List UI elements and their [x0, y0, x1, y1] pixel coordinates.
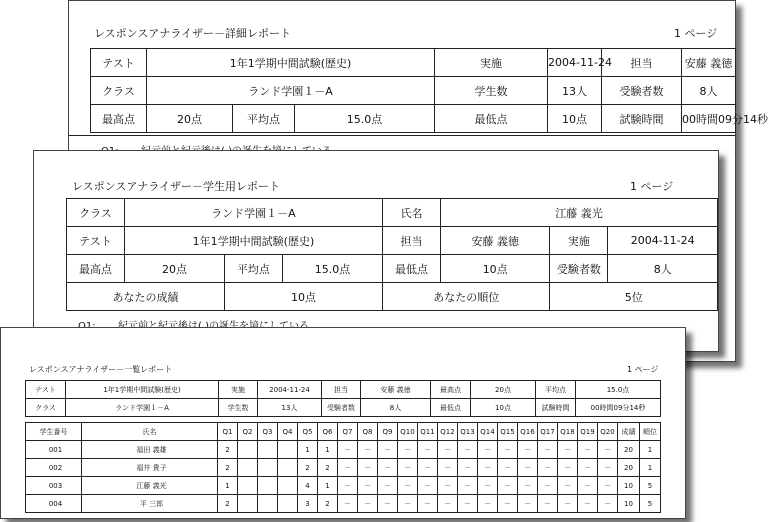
value-test: 1年1学期中間試験(歴史): [124, 227, 382, 255]
answer-cell: －: [498, 477, 518, 495]
answer-cell: [278, 477, 298, 495]
answer-cell: [258, 477, 278, 495]
value-examinees: 8人: [608, 255, 718, 283]
value-min: 10点: [548, 105, 602, 133]
student-report-title: レスポンスアナライザー－学生用レポート: [72, 180, 281, 193]
answer-cell: －: [418, 477, 438, 495]
answer-cell: [238, 441, 258, 459]
column-header-question: Q16: [518, 423, 538, 441]
value-teacher: 安藤 義徳: [361, 381, 431, 399]
answer-cell: －: [478, 441, 498, 459]
answer-cell: －: [478, 495, 498, 513]
value-time: 00時間09分14秒: [682, 105, 736, 133]
value-implemented: 2004-11-24: [608, 227, 718, 255]
student-id-cell: 004: [26, 495, 82, 513]
answer-cell: [278, 495, 298, 513]
column-header-question: Q17: [538, 423, 558, 441]
label-class: クラス: [67, 199, 125, 227]
answer-cell: －: [578, 477, 598, 495]
value-min: 10点: [471, 399, 536, 417]
answer-cell: [238, 459, 258, 477]
answer-cell: 2: [318, 495, 338, 513]
detail-separator: [69, 135, 735, 136]
answer-cell: 1: [318, 441, 338, 459]
answer-cell: －: [558, 477, 578, 495]
label-min: 最低点: [383, 255, 441, 283]
answer-cell: －: [598, 459, 618, 477]
label-teacher: 担当: [383, 227, 441, 255]
score-cell: 20: [618, 441, 640, 459]
value-test: 1年1学期中間試験(歴史): [66, 381, 219, 399]
value-teacher: 安藤 義徳: [682, 49, 736, 77]
value-students: 13人: [258, 399, 322, 417]
answer-cell: －: [598, 495, 618, 513]
value-time: 00時間09分14秒: [576, 399, 661, 417]
value-implemented: 2004-11-24: [258, 381, 322, 399]
value-max: 20点: [471, 381, 536, 399]
table-row: [26, 495, 661, 513]
label-avg: 平均点: [233, 105, 295, 133]
label-students: 学生数: [435, 77, 548, 105]
label-time: 試験時間: [602, 105, 682, 133]
answer-cell: －: [378, 495, 398, 513]
answer-cell: －: [438, 441, 458, 459]
answer-cell: [278, 441, 298, 459]
label-class: クラス: [26, 399, 66, 417]
answer-cell: －: [518, 495, 538, 513]
column-header-question: Q12: [438, 423, 458, 441]
answer-cell: －: [418, 459, 438, 477]
answer-cell: －: [398, 459, 418, 477]
answer-cell: 1: [298, 441, 318, 459]
answer-cell: －: [398, 477, 418, 495]
label-test: テスト: [67, 227, 125, 255]
label-implemented: 実施: [435, 49, 548, 77]
value-teacher: 安藤 義徳: [440, 227, 550, 255]
value-examinees: 8人: [682, 77, 736, 105]
answer-cell: 2: [218, 459, 238, 477]
answer-cell: －: [398, 441, 418, 459]
answer-cell: －: [578, 459, 598, 477]
answer-cell: －: [438, 459, 458, 477]
label-max: 最高点: [91, 105, 147, 133]
column-header-question: Q6: [318, 423, 338, 441]
answer-cell: －: [338, 441, 358, 459]
answer-cell: －: [418, 495, 438, 513]
value-class: ランド学園１－A: [147, 77, 435, 105]
column-header-question: Q19: [578, 423, 598, 441]
answer-cell: －: [378, 477, 398, 495]
label-teacher: 担当: [602, 49, 682, 77]
value-min: 10点: [440, 255, 550, 283]
column-header-question: Q8: [358, 423, 378, 441]
label-avg: 平均点: [224, 255, 282, 283]
label-teacher: 担当: [322, 381, 361, 399]
table-row: [26, 477, 661, 495]
column-header-question: Q15: [498, 423, 518, 441]
answer-cell: －: [498, 441, 518, 459]
column-header-question: Q18: [558, 423, 578, 441]
rank-cell: 1: [640, 441, 661, 459]
label-time: 試験時間: [536, 399, 576, 417]
answer-cell: －: [438, 477, 458, 495]
answer-cell: －: [478, 477, 498, 495]
column-header-question: Q11: [418, 423, 438, 441]
value-class: ランド学園１－A: [124, 199, 382, 227]
answer-cell: －: [458, 441, 478, 459]
answer-cell: [258, 459, 278, 477]
column-header-question: Q7: [338, 423, 358, 441]
value-avg: 15.0点: [282, 255, 382, 283]
student-name-cell: 平 三郎: [82, 495, 218, 513]
column-header-question: Q9: [378, 423, 398, 441]
label-implemented: 実施: [219, 381, 258, 399]
list-page-number: 1 ページ: [627, 365, 659, 374]
answer-cell: －: [538, 441, 558, 459]
table-row: [26, 459, 661, 477]
label-class: クラス: [91, 77, 147, 105]
label-test: テスト: [91, 49, 147, 77]
student-name-cell: 福井 貴子: [82, 459, 218, 477]
answer-cell: －: [338, 459, 358, 477]
label-examinees: 受験者数: [602, 77, 682, 105]
answer-cell: －: [598, 477, 618, 495]
column-header-question: Q20: [598, 423, 618, 441]
value-students: 13人: [548, 77, 602, 105]
answer-cell: [258, 441, 278, 459]
rank-cell: 1: [640, 459, 661, 477]
label-max: 最高点: [67, 255, 125, 283]
column-header-question: Q1: [218, 423, 238, 441]
answer-cell: －: [518, 477, 538, 495]
column-header-question: Q3: [258, 423, 278, 441]
value-name: 江藤 義光: [440, 199, 717, 227]
column-header-id: 学生番号: [26, 423, 82, 441]
value-avg: 15.0点: [576, 381, 661, 399]
answer-cell: －: [338, 495, 358, 513]
score-cell: 20: [618, 459, 640, 477]
answer-cell: －: [358, 495, 378, 513]
detail-summary-table: [90, 48, 768, 133]
score-cell: 10: [618, 477, 640, 495]
answer-cell: －: [458, 495, 478, 513]
answer-cell: 2: [318, 459, 338, 477]
answer-cell: －: [538, 477, 558, 495]
column-header-question: Q10: [398, 423, 418, 441]
rank-cell: 5: [640, 477, 661, 495]
column-header-score: 成績: [618, 423, 640, 441]
answer-cell: －: [558, 495, 578, 513]
label-min: 最低点: [435, 105, 548, 133]
column-header-question: Q2: [238, 423, 258, 441]
detail-report-title: レスポンスアナライザー－詳細レポート: [94, 27, 292, 40]
answer-cell: －: [518, 441, 538, 459]
list-summary-table: [25, 380, 661, 417]
answer-cell: －: [598, 441, 618, 459]
answer-cell: 2: [298, 459, 318, 477]
value-your-rank: 5位: [550, 283, 718, 311]
label-test: テスト: [26, 381, 66, 399]
answer-cell: 2: [218, 495, 238, 513]
answer-cell: －: [498, 495, 518, 513]
answer-cell: －: [358, 459, 378, 477]
answer-cell: －: [578, 441, 598, 459]
student-name-cell: 福田 義雄: [82, 441, 218, 459]
value-your-score: 10点: [224, 283, 382, 311]
list-results-table: [25, 422, 661, 513]
column-header-question: Q4: [278, 423, 298, 441]
rank-cell: 5: [640, 495, 661, 513]
student-report-sheet: [33, 150, 719, 352]
label-max: 最高点: [431, 381, 471, 399]
column-header-name: 氏名: [82, 423, 218, 441]
answer-cell: －: [378, 459, 398, 477]
answer-cell: －: [558, 441, 578, 459]
answer-cell: －: [538, 459, 558, 477]
column-header-question: Q14: [478, 423, 498, 441]
answer-cell: －: [358, 441, 378, 459]
value-examinees: 8人: [361, 399, 431, 417]
answer-cell: －: [358, 477, 378, 495]
answer-cell: [238, 477, 258, 495]
column-header-rank: 順位: [640, 423, 661, 441]
answer-cell: －: [458, 477, 478, 495]
student-id-cell: 003: [26, 477, 82, 495]
answer-cell: －: [438, 495, 458, 513]
label-examinees: 受験者数: [322, 399, 361, 417]
results-header-row: [26, 423, 661, 441]
answer-cell: －: [538, 495, 558, 513]
value-max: 20点: [124, 255, 224, 283]
detail-page-number: 1 ページ: [674, 27, 718, 40]
label-implemented: 実施: [550, 227, 608, 255]
column-header-question: Q13: [458, 423, 478, 441]
value-max: 20点: [147, 105, 233, 133]
answer-cell: －: [398, 495, 418, 513]
student-summary-table: [66, 198, 718, 311]
answer-cell: 1: [318, 477, 338, 495]
list-report-title: レスポンスアナライザー－一覧レポート: [29, 365, 173, 374]
label-name: 氏名: [383, 199, 441, 227]
list-report-sheet: [0, 327, 686, 519]
answer-cell: －: [478, 459, 498, 477]
label-min: 最低点: [431, 399, 471, 417]
value-test: 1年1学期中間試験(歴史): [147, 49, 435, 77]
column-header-question: Q5: [298, 423, 318, 441]
answer-cell: 4: [298, 477, 318, 495]
label-your-rank: あなたの順位: [383, 283, 550, 311]
answer-cell: －: [338, 477, 358, 495]
answer-cell: 3: [298, 495, 318, 513]
answer-cell: [278, 459, 298, 477]
answer-cell: [258, 495, 278, 513]
answer-cell: －: [578, 495, 598, 513]
answer-cell: －: [458, 459, 478, 477]
table-row: [26, 441, 661, 459]
value-class: ランド学園１－A: [66, 399, 219, 417]
student-id-cell: 001: [26, 441, 82, 459]
label-examinees: 受験者数: [550, 255, 608, 283]
answer-cell: 1: [218, 477, 238, 495]
score-cell: 10: [618, 495, 640, 513]
value-avg: 15.0点: [295, 105, 435, 133]
student-id-cell: 002: [26, 459, 82, 477]
answer-cell: 2: [218, 441, 238, 459]
answer-cell: －: [418, 441, 438, 459]
student-page-number: 1 ページ: [630, 180, 674, 193]
answer-cell: －: [518, 459, 538, 477]
label-avg: 平均点: [536, 381, 576, 399]
answer-cell: －: [498, 459, 518, 477]
answer-cell: －: [558, 459, 578, 477]
label-students: 学生数: [219, 399, 258, 417]
answer-cell: －: [378, 441, 398, 459]
value-implemented: 2004-11-24: [548, 49, 602, 77]
answer-cell: [238, 495, 258, 513]
student-name-cell: 江藤 義光: [82, 477, 218, 495]
label-your-score: あなたの成績: [67, 283, 225, 311]
